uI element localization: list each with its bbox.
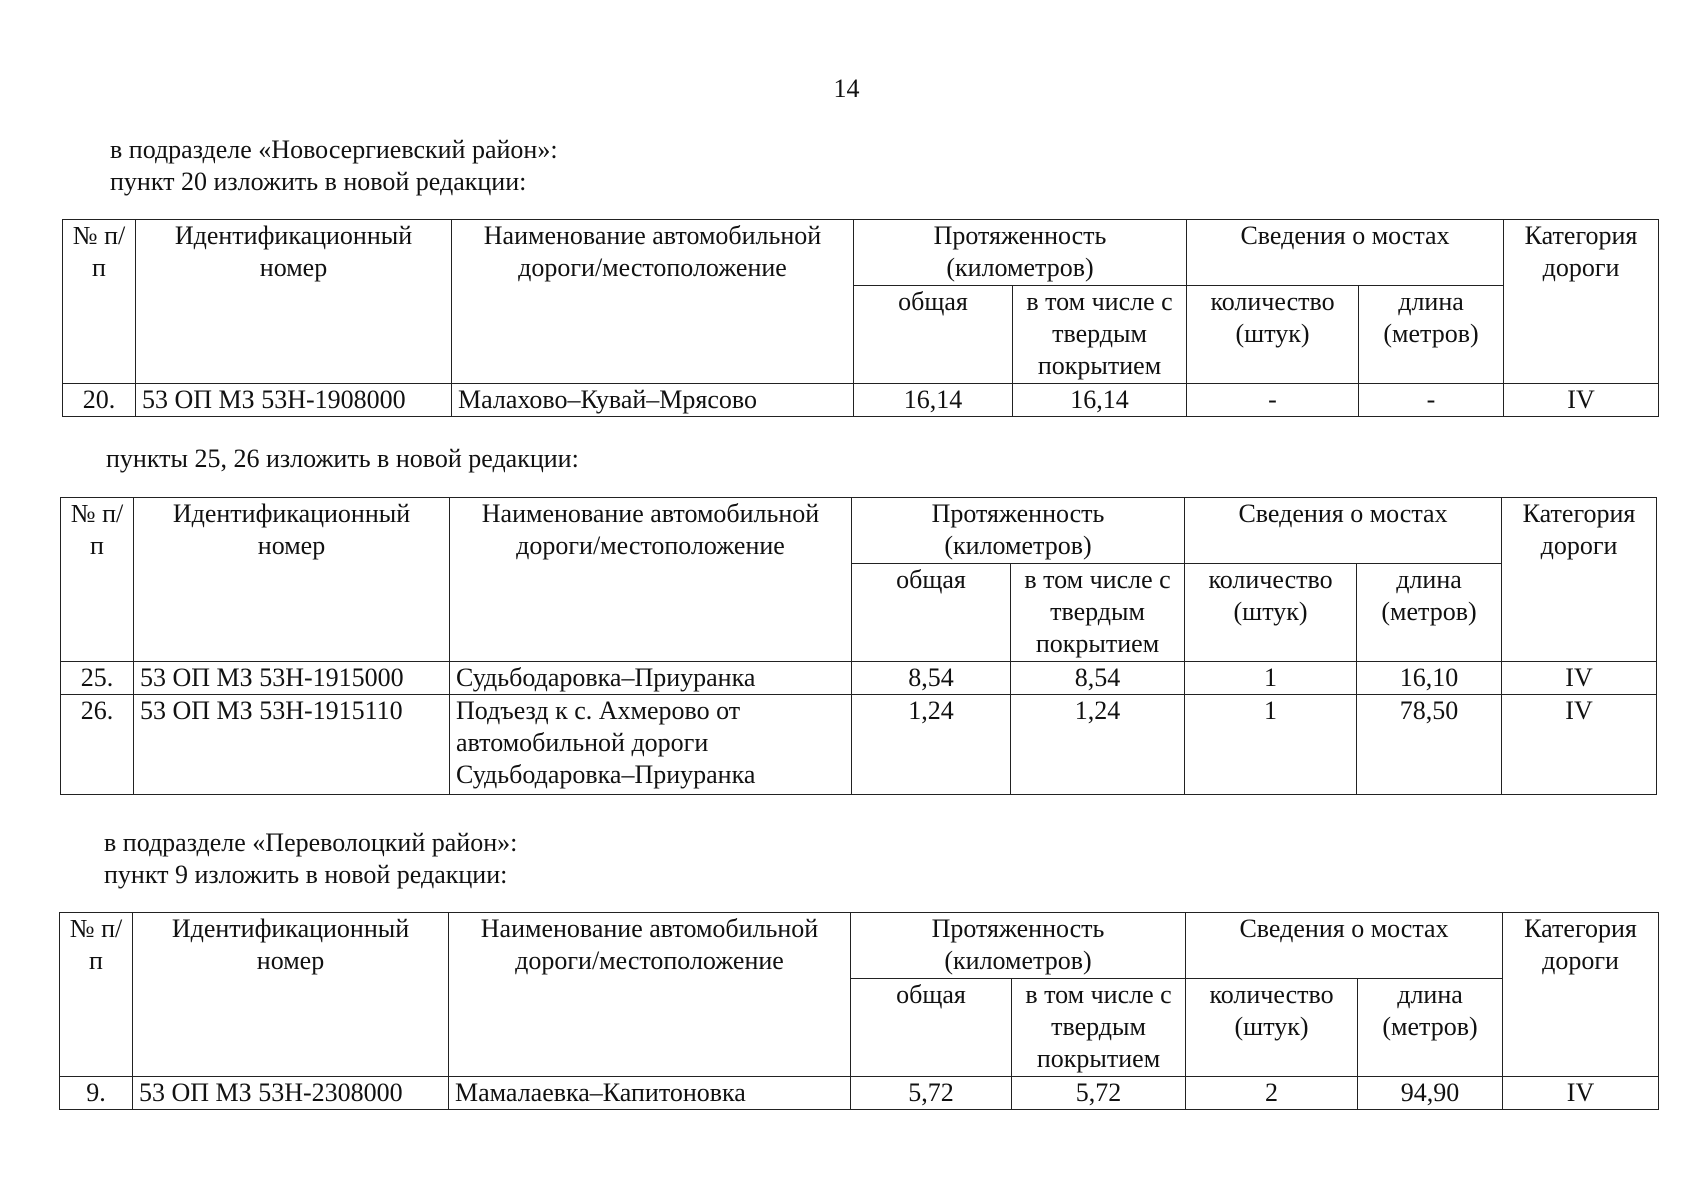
row-count: - (1187, 384, 1359, 417)
row-blength: 16,10 (1357, 662, 1502, 695)
row-total: 5,72 (851, 1077, 1012, 1110)
row-hard: 16,14 (1013, 384, 1187, 417)
row-hard: 5,72 (1012, 1077, 1186, 1110)
row-id: 53 ОП МЗ 53Н-1915000 (134, 662, 450, 695)
row-count: 1 (1185, 695, 1357, 795)
section-3-intro-2: пункт 9 изложить в новой редакции: (104, 860, 508, 889)
row-category: IV (1504, 384, 1659, 417)
header-hard: в том числе с твердым покрытием (1012, 979, 1186, 1077)
row-blength: 78,50 (1357, 695, 1502, 795)
row-name: Судьбодаровка–Приуранка (450, 662, 852, 695)
table-row (61, 662, 1657, 695)
row-num: 20. (63, 384, 136, 417)
header-blength: длина (метров) (1357, 564, 1502, 662)
header-hard: в том числе с твердым покрытием (1011, 564, 1185, 662)
roads-table-1 (62, 219, 1659, 417)
row-id: 53 ОП МЗ 53Н-2308000 (133, 1077, 449, 1110)
row-num: 25. (61, 662, 134, 695)
row-num: 9. (60, 1077, 133, 1110)
row-total: 16,14 (854, 384, 1013, 417)
row-blength: - (1359, 384, 1504, 417)
section-1-intro-2: пункт 20 изложить в новой редакции: (110, 167, 527, 196)
header-category: Категория дороги (1503, 913, 1659, 1077)
header-total: общая (854, 286, 1013, 384)
row-num: 26. (61, 695, 134, 795)
row-id: 53 ОП МЗ 53Н-1915110 (134, 695, 450, 795)
table-row (63, 384, 1659, 417)
row-count: 2 (1186, 1077, 1358, 1110)
header-num: № п/п (61, 498, 134, 662)
row-name: Подъезд к с. Ахмерово от автомобильной дороги Судьбодаровка–Приуранка (450, 695, 852, 795)
header-id: Идентификационный номер (134, 498, 450, 662)
header-category: Категория дороги (1504, 220, 1659, 384)
row-id: 53 ОП МЗ 53Н-1908000 (136, 384, 452, 417)
header-id: Идентификационный номер (136, 220, 452, 384)
header-length: Протяженность (километров) (852, 498, 1185, 564)
header-name: Наименование автомобильной дороги/местоположение (450, 498, 852, 662)
header-bridges: Сведения о мостах (1187, 220, 1504, 286)
header-blength: длина (метров) (1358, 979, 1503, 1077)
row-category: IV (1503, 1077, 1659, 1110)
section-2-intro-1: пункты 25, 26 изложить в новой редакции: (106, 444, 579, 473)
header-hard: в том числе с твердым покрытием (1013, 286, 1187, 384)
row-total: 8,54 (852, 662, 1011, 695)
header-length: Протяженность (километров) (854, 220, 1187, 286)
header-total: общая (851, 979, 1012, 1077)
roads-table-3 (59, 912, 1659, 1110)
table-row (60, 1077, 1659, 1110)
header-num: № п/п (63, 220, 136, 384)
header-total: общая (852, 564, 1011, 662)
row-hard: 1,24 (1011, 695, 1185, 795)
row-category: IV (1502, 695, 1657, 795)
section-1-intro-1: в подразделе «Новосергиевский район»: (110, 135, 558, 164)
row-name: Мамалаевка–Капитоновка (449, 1077, 851, 1110)
header-count: количество (штук) (1187, 286, 1359, 384)
row-total: 1,24 (852, 695, 1011, 795)
row-blength: 94,90 (1358, 1077, 1503, 1110)
header-blength: длина (метров) (1359, 286, 1504, 384)
header-count: количество (штук) (1185, 564, 1357, 662)
page-number: 14 (833, 74, 860, 103)
table-row (61, 695, 1657, 795)
row-category: IV (1502, 662, 1657, 695)
header-num: № п/п (60, 913, 133, 1077)
header-bridges: Сведения о мостах (1186, 913, 1503, 979)
header-length: Протяженность (километров) (851, 913, 1186, 979)
section-3-intro-1: в подразделе «Переволоцкий район»: (104, 828, 518, 857)
header-name: Наименование автомобильной дороги/местоположение (449, 913, 851, 1077)
header-id: Идентификационный номер (133, 913, 449, 1077)
header-count: количество (штук) (1186, 979, 1358, 1077)
row-hard: 8,54 (1011, 662, 1185, 695)
header-name: Наименование автомобильной дороги/местоположение (452, 220, 854, 384)
row-name: Малахово–Кувай–Мрясово (452, 384, 854, 417)
header-category: Категория дороги (1502, 498, 1657, 662)
row-count: 1 (1185, 662, 1357, 695)
header-bridges: Сведения о мостах (1185, 498, 1502, 564)
roads-table-2 (60, 497, 1657, 795)
